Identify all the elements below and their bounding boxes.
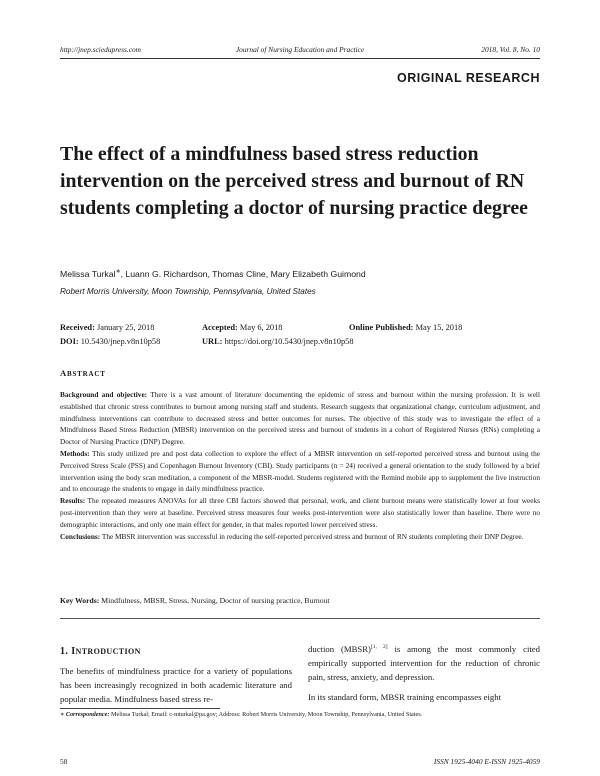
intro-right-column [308, 640, 540, 704]
article-url: URL: https://doi.org/10.5430/jnep.v8n10p58 [202, 337, 354, 346]
article-url-link[interactable]: https://doi.org/10.5430/jnep.v8n10p58 [224, 337, 354, 346]
intro-paragraph-continued: duction (MBSR)[1, 2] is among the most commonly cited empirically supported intervention for the reduction of chronic pain, stress, anxiety, and depression. [308, 643, 540, 682]
issn: ISSN 1925-4040 E-ISSN 1925-4059 [433, 757, 540, 766]
abstract-body [60, 389, 540, 542]
doi: DOI: 10.5430/jnep.v8n10p58 [60, 337, 161, 346]
abstract-heading: ABSTRACT [60, 368, 106, 378]
citation[interactable]: [1, 2] [370, 644, 388, 650]
running-head [60, 45, 540, 57]
keywords-rule [60, 618, 540, 619]
journal-name: Journal of Nursing Education and Practice [235, 45, 365, 54]
footnote-rule [60, 708, 220, 709]
page-footer [60, 757, 540, 769]
volume-issue: 2018, Vol. 8, No. 10 [481, 45, 540, 54]
header-rule [60, 58, 540, 59]
co-authors: , Luann G. Richardson, Thomas Cline, Mary Elizabeth Guimond [120, 268, 366, 279]
abstract-conclusions: Conclusions: The MBSR intervention was successful in reducing the self-reported perceived stress and burnout of RN students completing their DNP Degree. [60, 531, 524, 541]
keywords: Key Words: Mindfulness, MBSR, Stress, Nursing, Doctor of nursing practice, Burnout [60, 596, 330, 605]
correspondence-footnote: ∗ Correspondence: Melissa Turkal; Email: c-mturkal@pa.gov; Address: Robert Morris University, Moon Township, Pennsylvania, United States. [60, 711, 423, 718]
published-date: Online Published: May 15, 2018 [349, 323, 463, 332]
doi-link[interactable]: 10.5430/jnep.v8n10p58 [80, 337, 161, 346]
abstract-objective: Background and objective: There is a vast amount of literature documenting the epidemic of stress and burnout within the nursing profession. It is well established that chronic stress contributes to burnout among nursing staff and students. Research suggests that organizational change, curriculum adjustment, and mindfulness interventions can contribute to decreased stress and better outcomes for nurses. The objective of this study was to investigate the effect of a Mindfulness Based Stress Reduction (MBSR) intervention on the perceived stress and burnout of students in a cohort of Registered Nurses (RNs) completing a Doctor of Nursing Practice (DNP) Degree. [60, 390, 540, 447]
intro-left-column [60, 664, 292, 706]
author-list [60, 268, 366, 279]
section-label: ORIGINAL RESEARCH [396, 71, 540, 85]
accepted-date: Accepted: May 6, 2018 [202, 323, 283, 332]
abstract-results: Results: The repeated measures ANOVAs for all three CBI factors showed that personal, work, and client burnout means were statistically lower at four weeks post-intervention than they were at baseline. Perceived stress measures four weeks post-intervention were also statistically lower than baseline. There were no demographic interactions, and only one main effect for gender, in that males reported lower perceived stress. [60, 496, 540, 529]
paper-title: The effect of a mindfulness based stress reduction intervention on the perceived stress and burnout of RN students completing a doctor of nursing practice degree [60, 143, 528, 219]
corresponding-mark: ∗ [115, 269, 121, 275]
intro-paragraph-2: In its standard form, MBSR training encompasses eight [308, 691, 502, 702]
received-date: Received: January 25, 2018 [60, 323, 155, 332]
abstract-methods: Methods: This study utilized pre and post data collection to explore the effect of a MBSR intervention on self-reported perceived stress and burnout using the Perceived Stress Scale (PSS) and Copenhagen Burnout Inventory (CBI). Study participants (n = 24) received a general orientation to the study followed by a brief intervention using the body scan meditation, a component of the MBSR-model. Students registered with the Remind mobile app to supplement the live instruction and to encourage the students to engage in daily mindfulness practice. [60, 448, 540, 494]
intro-heading: 1. INTRODUCTION [60, 646, 141, 657]
intro-paragraph: The benefits of mindfulness practice for a variety of populations has been increasingly recognized in both academic literature and popular media. Mindfulness based stress re- [60, 666, 292, 704]
journal-url[interactable]: http://jnep.sciedupress.com [60, 45, 142, 54]
page-number: 58 [60, 757, 68, 766]
affiliation: Robert Morris University, Moon Township, Pennsylvania, United States [60, 287, 316, 296]
corresponding-author: Melissa Turkal [60, 268, 116, 279]
